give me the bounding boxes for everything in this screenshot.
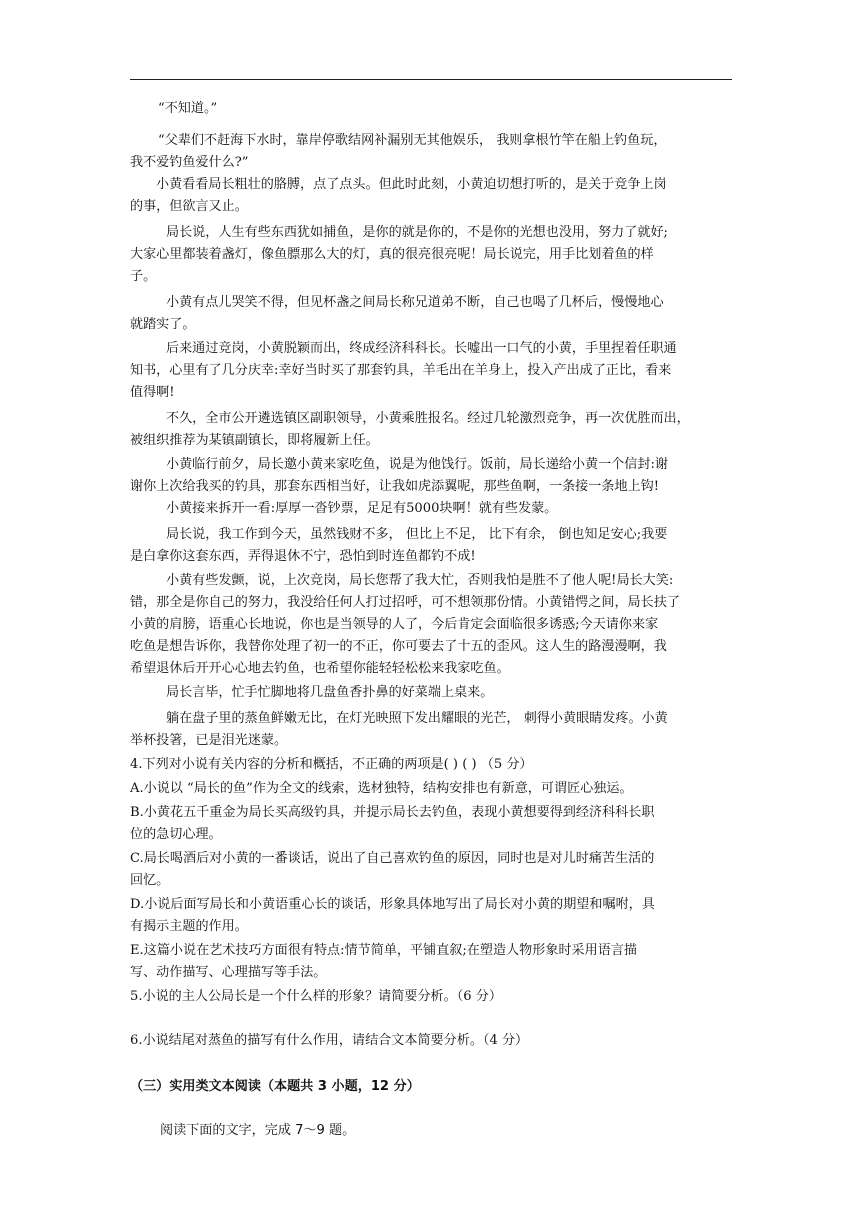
header-rule — [130, 79, 732, 80]
text-line: 吃鱼是想告诉你，我替你处理了初一的不正，你可要去了十五的歪风。这人生的路漫漫啊，我 — [130, 639, 667, 654]
text-line: A.小说以 “局长的鱼”作为全文的线索，选材独特，结构安排也有新意，可谓匠心独运。 — [130, 781, 633, 796]
text-line: 写、动作描写、心理描写等手法。 — [130, 965, 327, 980]
text-line: 5.小说的主人公局长是一个什么样的形象？请简要分析。（6 分） — [130, 989, 502, 1004]
text-line: 值得啊! — [130, 385, 175, 400]
text-line: 局长言毕，忙手忙脚地将几盘鱼香扑鼻的好菜端上桌来。 — [166, 685, 494, 700]
text-line: 希望退休后开开心心地去钓鱼，也希望你能轻轻松松来我家吃鱼。 — [130, 661, 510, 676]
text-line: B.小黄花五千重金为局长买高级钓具，并提示局长去钓鱼，表现小黄想要得到经济科科长职 — [130, 805, 655, 820]
text-line: 不久，全市公开遴选镇区副职领导，小黄乘胜报名。经过几轮激烈竞争，再一次优胜而出， — [166, 411, 690, 426]
text-line: 我不爱钓鱼爱什么?” — [130, 155, 249, 170]
text-line: 后来通过竞岗，小黄脱颖而出，终成经济科科长。长嘘出一口气的小黄，手里捏着任职通 — [166, 341, 677, 356]
text-line: 小黄有点儿哭笑不得，但见杯盏之间局长称兄道弟不断，自己也喝了几杯后，慢慢地心 — [166, 295, 664, 310]
text-line: 有揭示主题的作用。 — [130, 919, 248, 934]
text-line: 知书，心里有了几分庆幸:幸好当时买了那套钓具，羊毛出在羊身上，投入产出成了正比，看来 — [130, 363, 672, 378]
text-line: （三）实用类文本阅读（本题共 3 小题，12 分） — [130, 1079, 420, 1094]
text-line: 6.小说结尾对蒸鱼的描写有什么作用，请结合文本简要分析。（4 分） — [130, 1033, 529, 1048]
text-line: 就踏实了。 — [130, 317, 196, 332]
text-line: 谢你上次给我买的钓具，那套东西相当好，让我如虎添翼呢，那些鱼啊，一条接一条地上钩! — [130, 479, 660, 494]
text-line: 回忆。 — [130, 873, 170, 888]
text-line: 的事，但欲言又止。 — [130, 199, 248, 214]
text-line: 被组织推荐为某镇副镇长，即将履新上任。 — [130, 433, 379, 448]
text-line: “不知道。” — [158, 101, 218, 116]
text-line: 子。 — [130, 269, 157, 284]
text-line: 阅读下面的文字，完成 7～9 题。 — [160, 1123, 356, 1138]
text-line: 小黄看看局长粗壮的胳膊，点了点头。但此时此刻，小黄迫切想打听的，是关于竞争上岗 — [156, 177, 667, 192]
text-line: 躺在盘子里的蒸鱼鲜嫩无比，在灯光映照下发出耀眼的光芒， 刺得小黄眼睛发疼。小黄 — [166, 711, 668, 726]
text-line: 局长说，我工作到今天，虽然钱财不多， 但比上不足， 比下有余， 倒也知足安心;我要 — [166, 527, 668, 542]
text-line: 举杯投箸，已是泪光迷蒙。 — [130, 733, 288, 748]
text-line: 4.下列对小说有关内容的分析和概括，不正确的两项是( ) ( ) （5 分） — [130, 757, 533, 772]
text-line: 错，那全是你自己的努力，我没给任何人打过招呼，可不想领那份情。小黄错愕之间，局长扶了 — [130, 595, 680, 610]
text-line: C.局长喝酒后对小黄的一番谈话，说出了自己喜欢钓鱼的原因，同时也是对儿时痛苦生活的 — [130, 851, 655, 866]
text-line: E.这篇小说在艺术技巧方面很有特点:情节简单，平铺直叙;在塑造人物形象时采用语言描 — [130, 943, 638, 958]
text-line: 小黄的肩膀，语重心长地说，你也是当领导的人了，今后肯定会面临很多诱惑;今天请你来家 — [130, 617, 659, 632]
text-line: 位的急切心理。 — [130, 827, 222, 842]
text-line: 小黄临行前夕，局长邀小黄来家吃鱼，说是为他饯行。饭前，局长递给小黄一个信封:谢 — [166, 457, 668, 472]
text-line: 小黄有些发颤，说，上次竞岗，局长您帮了我大忙，否则我怕是胜不了他人呢!局长大笑: — [166, 573, 674, 588]
text-line: 是白拿你这套东西，弄得退休不宁，恐怕到时连鱼都钓不成! — [130, 549, 476, 564]
text-line: 大家心里都装着盏灯，像鱼膘那么大的灯，真的很亮很亮呢！局长说完，用手比划着鱼的样 — [130, 247, 654, 262]
text-line: “父辈们不赶海下水时，靠岸停歌结网补漏别无其他娱乐， 我则拿根竹竿在船上钓鱼玩， — [158, 133, 667, 148]
text-line: D.小说后面写局长和小黄语重心长的谈话，形象具体地写出了局长对小黄的期望和嘱咐，具 — [130, 897, 655, 912]
text-line: 局长说，人生有些东西犹如捕鱼，是你的就是你的，不是你的光想也没用，努力了就好; — [166, 225, 668, 240]
text-line: 小黄接来拆开一看:厚厚一沓钞票，足足有5000块啊！就有些发蒙。 — [166, 501, 558, 516]
